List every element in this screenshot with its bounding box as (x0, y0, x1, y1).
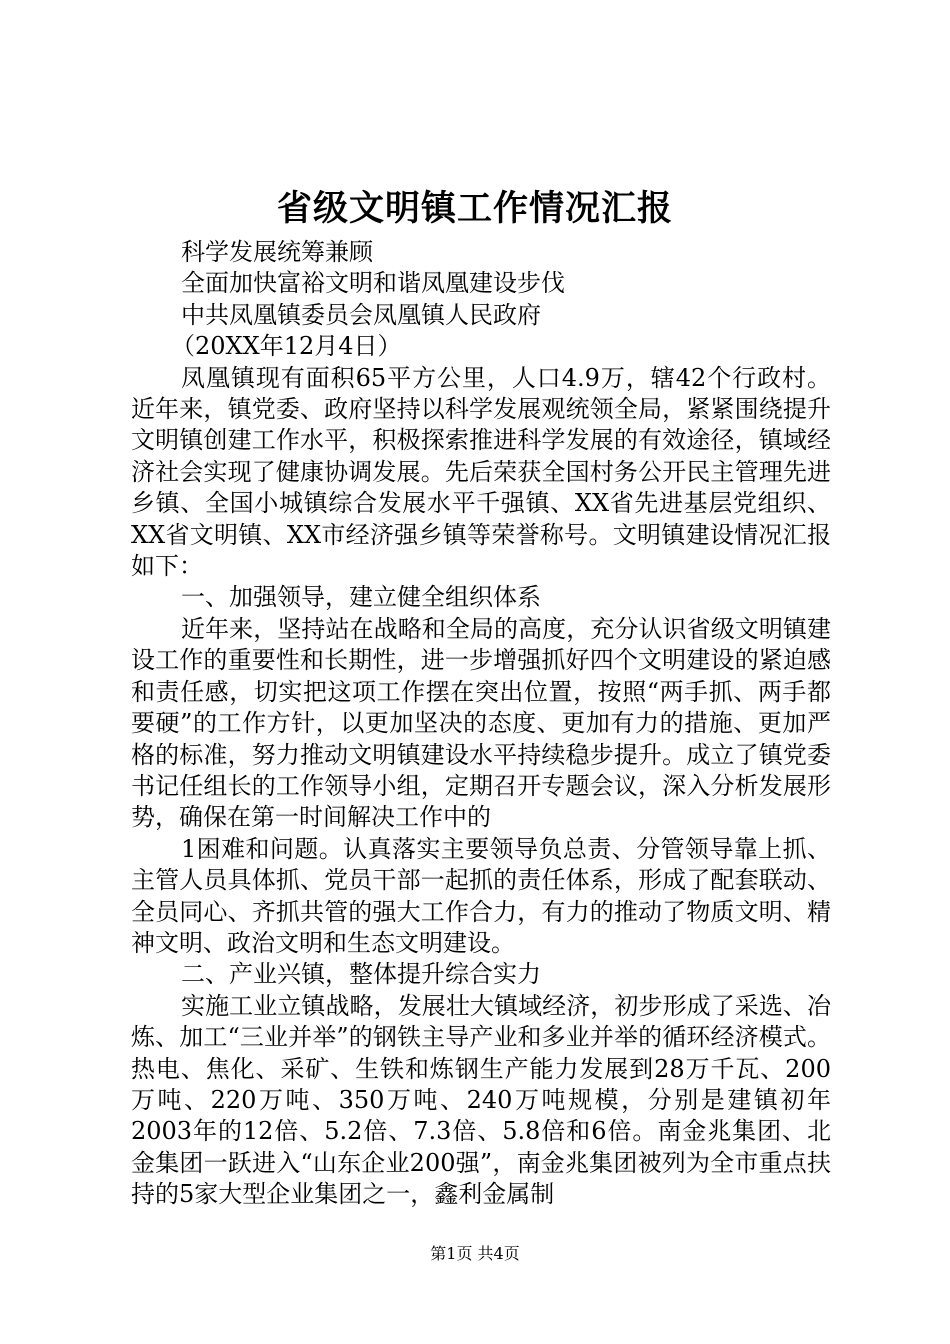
author-line: 中共凤凰镇委员会凤凰镇人民政府 (181, 300, 541, 329)
document-body (131, 237, 831, 1211)
paragraph-section-1-continued: 1困难和问题。认真落实主要领导负总责、分管领导靠上抓、主管人员具体抓、党员干部一起抓的责任体系，形成了配套联动、全员同心、齐抓共管的强大工作合力，有力的推动了物质文明、精神文明、政治文明和生态文明建设。 (131, 834, 831, 957)
paragraph-section-1: 近年来，坚持站在战略和全局的高度，充分认识省级文明镇建设工作的重要性和长期性，进一步增强抓好四个文明建设的紧迫感和责任感，切实把这项工作摆在突出位置，按照“两手抓、两手都要硬”的工作方针，以更加坚决的态度、更加有力的措施、更加严格的标准，努力推动文明镇建设水平持续稳步提升。成立了镇党委书记任组长的工作领导小组，定期召开专题会议，深入分析发展形势，确保在第一时间解决工作中的 (131, 614, 831, 832)
page-indicator: 第1页 共4页 (430, 1244, 520, 1263)
paragraph-section-2: 实施工业立镇战略，发展壮大镇域经济，初步形成了采选、冶炼、加工“三业并举”的钢铁主导产业和多业并举的循环经济模式。热电、焦化、采矿、生铁和炼钢生产能力发展到28万千瓦、200万吨、220万吨、350万吨、240万吨规模，分别是建镇初年2003年的12倍、5.2倍、7.3倍、5.8倍和6倍。南金兆集团、北金集团一跃进入“山东企业200强”，南金兆集团被列为全市重点扶持的5家大型企业集团之一，鑫利金属制 (131, 991, 831, 1209)
section-heading-1: 一、加强领导，建立健全组织体系 (181, 583, 541, 612)
section-heading-2: 二、产业兴镇，整体提升综合实力 (181, 960, 541, 989)
paragraph-intro: 凤凰镇现有面积65平方公里，人口4.9万，辖42个行政村。近年来，镇党委、政府坚持以科学发展观统领全局，紧紧围绕提升文明镇创建工作水平，积极探索推进科学发展的有效途径，镇域经济社会实现了健康协调发展。先后荣获全国村务公开民主管理先进乡镇、全国小城镇综合发展水平千强镇、XX省先进基层党组织、XX省文明镇、XX市经济强乡镇等荣誉称号。文明镇建设情况汇报如下： (131, 363, 831, 581)
subtitle-line-1: 科学发展统筹兼顾 (181, 238, 373, 266)
date-line: （20XX年12月4日） (171, 332, 402, 361)
subtitle-line-2: 全面加快富裕文明和谐凤凰建设步伐 (181, 269, 565, 298)
document-title: 省级文明镇工作情况汇报 (276, 188, 673, 229)
